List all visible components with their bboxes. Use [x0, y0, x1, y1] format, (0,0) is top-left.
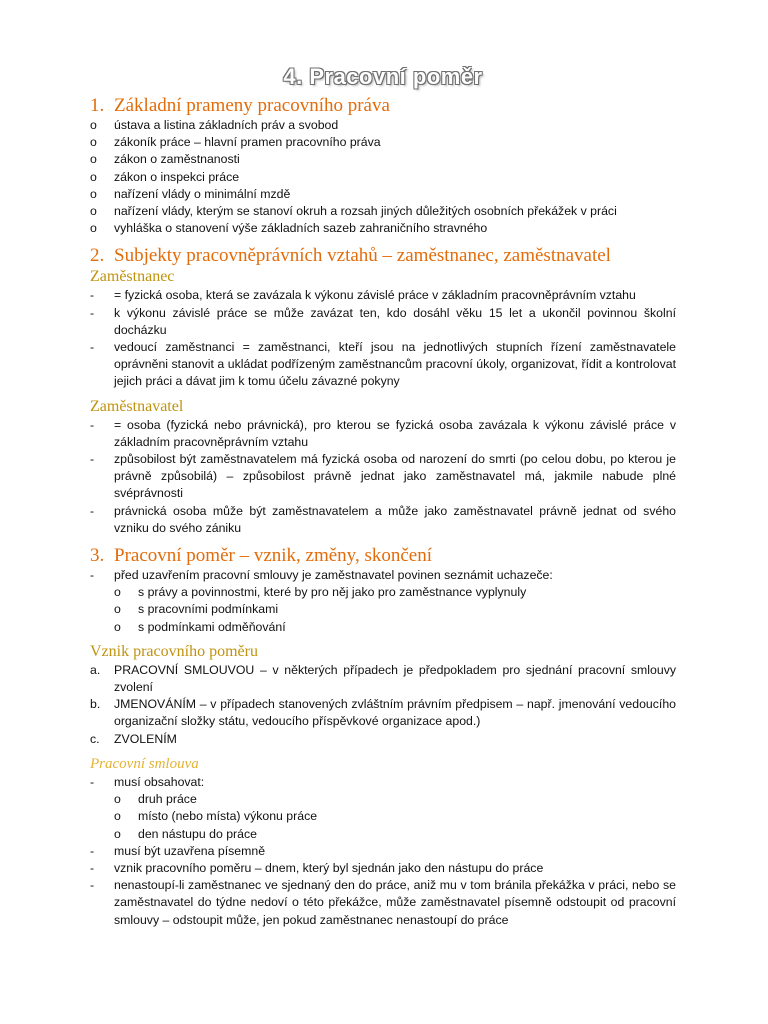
list-item: - vedoucí zaměstnanci = zaměstnanci, kteří jsou na jednotlivých stupních řízení zaměstnavatele oprávněni stanovit a ukládat podřízeným zaměstnancům pracovní úkoly, organizovat, řídit a kontrolovat jejich práci a dávat jim k tomu účelu závazné pokyny [90, 340, 676, 389]
section-title: Subjekty pracovněprávních vztahů – zaměstnanec, zaměstnavatel [114, 245, 611, 267]
list-item: o zákon o zaměstnanosti [90, 151, 676, 168]
dash-bullet-icon: - [90, 417, 95, 432]
dash-bullet-icon: - [90, 568, 95, 583]
circle-bullet-icon: o [114, 809, 121, 824]
list-item: - musí být uzavřena písemně [90, 843, 676, 860]
circle-bullet-icon: o [90, 221, 97, 236]
list-item: - = fyzická osoba, která se zavázala k výkonu závislé práce v základním pracovněprávním vztahu [90, 287, 676, 304]
employment-intro-list [90, 567, 676, 584]
circle-bullet-icon: o [90, 152, 97, 167]
section-1-heading [90, 95, 676, 117]
list-item: o s pracovními podmínkami [90, 601, 676, 618]
subsection-heading-origin: Vznik pracovního poměru [90, 642, 258, 660]
section-2-heading [90, 245, 676, 267]
list-marker: b. [90, 697, 101, 712]
circle-bullet-icon: o [90, 186, 97, 201]
list-item: o nařízení vlády o minimální mzdě [90, 186, 676, 203]
list-item: - musí obsahovat: [90, 774, 676, 791]
contract-list-continued [90, 843, 676, 929]
list-item: - vznik pracovního poměru – dnem, který byl sjednán jako den nástupu do práce [90, 860, 676, 877]
subsubsection-heading-contract: Pracovní smlouva [90, 755, 199, 772]
dash-bullet-icon: - [90, 843, 95, 858]
dash-bullet-icon: - [90, 340, 95, 355]
subsection-heading-employer: Zaměstnavatel [90, 397, 184, 415]
list-item: b. JMENOVÁNÍM – v případech stanovených zvláštním právním předpisem – např. jmenování vedoucího organizační složky státu, vedoucího příspěvkové organizace apod.) [90, 697, 676, 729]
document-title: 4. Pracovní poměr [283, 64, 483, 89]
list-item: c. ZVOLENÍM [90, 731, 676, 748]
circle-bullet-icon: o [114, 792, 121, 807]
employer-list [90, 417, 676, 537]
list-item: o místo (nebo místa) výkonu práce [90, 808, 676, 825]
list-marker: c. [90, 731, 100, 746]
list-item: o vyhláška o stanovení výše základních sazeb zahraničního stravného [90, 220, 676, 237]
circle-bullet-icon: o [114, 619, 121, 634]
list-item: - právnická osoba může být zaměstnavatelem a může jako zaměstnavatel právně jednat od svého vzniku do svého zániku [90, 503, 676, 535]
circle-bullet-icon: o [114, 602, 121, 617]
dash-bullet-icon: - [90, 878, 95, 893]
list-item: o zákoník práce – hlavní pramen pracovního práva [90, 134, 676, 151]
origin-list [90, 662, 676, 748]
contract-sublist [90, 791, 676, 843]
employee-list [90, 287, 676, 390]
section-3-heading [90, 545, 676, 567]
list-item: o nařízení vlády, kterým se stanoví okruh a rozsah jiných důležitých osobních překážek v práci [90, 203, 676, 220]
list-item: o zákon o inspekci práce [90, 169, 676, 186]
list-item: - k výkonu závislé práce se může zavázat ten, kdo dosáhl věku 15 let a ukončil povinnou školní docházku [90, 305, 676, 337]
dash-bullet-icon: - [90, 288, 95, 303]
dash-bullet-icon: - [90, 774, 95, 789]
employment-intro-sublist [90, 584, 676, 636]
list-item: o den nástupu do práce [90, 826, 676, 843]
section-number: 3. [90, 545, 105, 567]
dash-bullet-icon: - [90, 452, 95, 467]
section-number: 2. [90, 245, 105, 267]
circle-bullet-icon: o [114, 826, 121, 841]
list-item: - před uzavřením pracovní smlouvy je zaměstnavatel povinen seznámit uchazeče: [90, 567, 676, 584]
document-page [90, 64, 676, 929]
dash-bullet-icon: - [90, 860, 95, 875]
circle-bullet-icon: o [90, 204, 97, 219]
list-item: o ústava a listina základních práv a svobod [90, 117, 676, 134]
circle-bullet-icon: o [90, 118, 97, 132]
contract-list [90, 774, 676, 791]
circle-bullet-icon: o [90, 135, 97, 150]
list-item: o s právy a povinnostmi, které by pro něj jako pro zaměstnance vyplynuly [90, 584, 676, 601]
section-title: Pracovní poměr – vznik, změny, skončení [114, 545, 432, 567]
sources-list [90, 117, 676, 237]
section-number: 1. [90, 95, 105, 116]
list-item: - nenastoupí-li zaměstnanec ve sjednaný den do práce, aniž mu v tom bránila překážka v práci, nebo se zaměstnavatel do týdne nedoví o této překážce, může zaměstnavatel písemně odstoupit od pracovní smlouvy – odstoupit může, jen pokud zaměstnanec nenastoupí do práce [90, 878, 676, 927]
circle-bullet-icon: o [90, 169, 97, 184]
list-item: o druh práce [90, 791, 676, 808]
section-title: Základní prameny pracovního práva [114, 95, 390, 116]
list-item: - způsobilost být zaměstnavatelem má fyzická osoba od narození do smrti (po celou dobu, po kterou je právně způsobilá) – způsobilost právně jednat jako zaměstnavatel má, jakmile nabude plné svéprávnosti [90, 452, 676, 501]
dash-bullet-icon: - [90, 305, 95, 320]
list-item: a. PRACOVNÍ SMLOUVOU – v některých případech je předpokladem pro sjednání pracovní smlouvy zvolení [90, 662, 676, 695]
list-item: - = osoba (fyzická nebo právnická), pro kterou se fyzická osoba zavázala k výkonu závislé práce v základním pracovněprávním vztahu [90, 417, 676, 449]
circle-bullet-icon: o [114, 585, 121, 600]
subsection-heading-employee: Zaměstnanec [90, 268, 175, 286]
list-marker: a. [90, 662, 101, 677]
list-item: o s podmínkami odměňování [90, 619, 676, 636]
dash-bullet-icon: - [90, 503, 95, 518]
